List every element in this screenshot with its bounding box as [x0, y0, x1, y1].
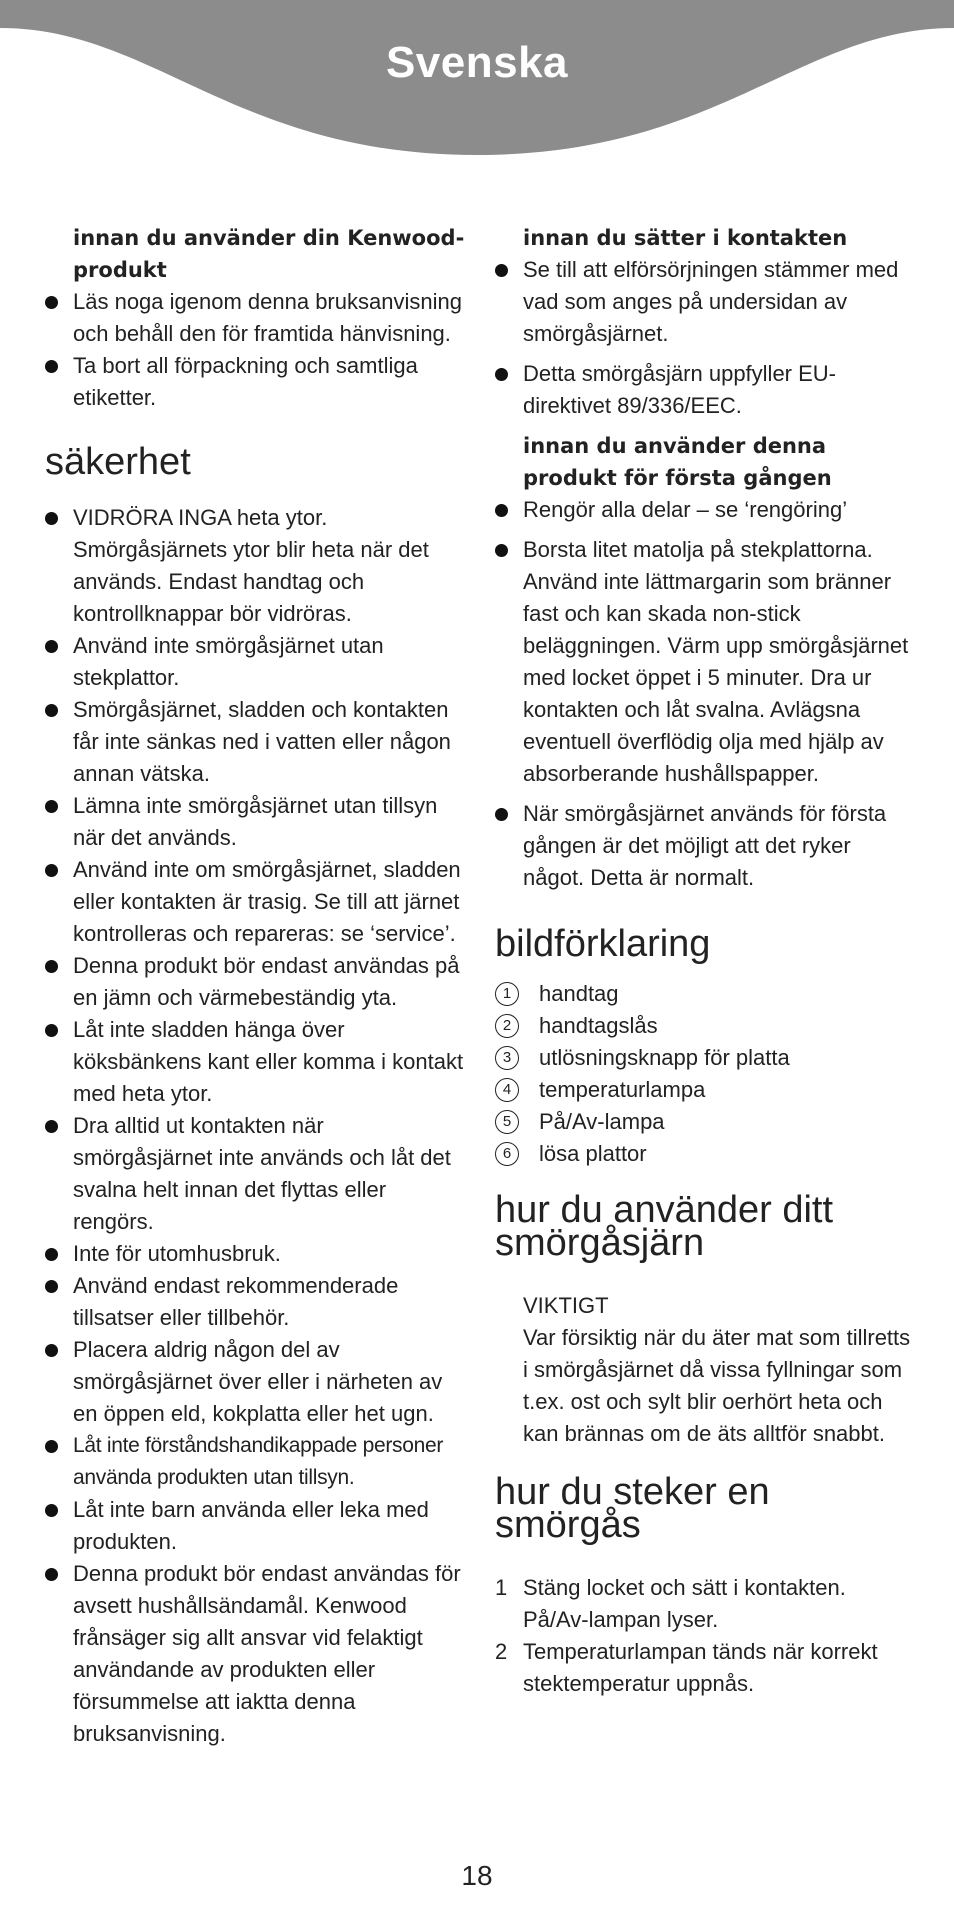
legend-item [495, 1074, 915, 1106]
fry-steps-list [495, 1572, 915, 1700]
list-item: Låt inte sladden hänga över köksbänkens kant eller komma i kontakt med heta ytor. [45, 1014, 465, 1110]
legend-label: utlösningsknapp för platta [539, 1045, 790, 1070]
legend-label: handtagslås [539, 1013, 658, 1038]
legend-number: 4 [495, 1078, 519, 1102]
important-text: Var försiktig när du äter mat som tillretts i smörgåsjärnet då vissa fyllningar som t.ex. ost och sylt blir oerhört heta och kan brännas om de äts alltför snabbt. [523, 1325, 911, 1446]
right-column [495, 222, 915, 1700]
before-use-heading: innan du använder din Kenwood-produkt [73, 226, 465, 282]
legend-item [495, 1138, 915, 1170]
list-item: Lämna inte smörgåsjärnet utan tillsyn när det används. [45, 790, 465, 854]
legend-item [495, 1106, 915, 1138]
legend-label: På/Av-lampa [539, 1109, 665, 1134]
list-item: Använd inte om smörgåsjärnet, sladden eller kontakten är trasig. Se till att järnet kontrolleras och repareras: se ‘service’. [45, 854, 465, 950]
safety-heading: säkerhet [45, 441, 191, 483]
legend-label: temperaturlampa [539, 1077, 706, 1102]
list-item: Ta bort all förpackning och samtliga etiketter. [45, 350, 465, 414]
legend-number: 2 [495, 1014, 519, 1038]
list-item: Denna produkt bör endast användas på en jämn och värmebeständig yta. [45, 950, 465, 1014]
step-number: 2 [495, 1639, 508, 1664]
page-number: 18 [461, 1860, 493, 1891]
legend-number: 6 [495, 1142, 519, 1166]
left-column [45, 222, 465, 1750]
list-item: Läs noga igenom denna bruksanvisning och behåll den för framtida hänvisning. [45, 286, 465, 350]
legend-item [495, 1010, 915, 1042]
list-item: VIDRÖRA INGA heta ytor. Smörgåsjärnets ytor blir heta när det används. Endast handtag och kontrollknappar bör vidröras. [45, 502, 465, 630]
before-use-list [45, 286, 465, 414]
list-item: Smörgåsjärnet, sladden och kontakten får inte sänkas ned i vatten eller någon annan vätska. [45, 694, 465, 790]
important-label: VIKTIGT [523, 1293, 609, 1318]
plug-list [495, 254, 915, 422]
list-item: Använd endast rekommenderade tillsatser eller tillbehör. [45, 1270, 465, 1334]
list-item: Använd inte smörgåsjärnet utan stekplattor. [45, 630, 465, 694]
how-to-use-heading: hur du använder ditt smörgåsjärn [495, 1189, 834, 1264]
list-item: Inte för utomhusbruk. [45, 1238, 465, 1270]
language-title: Svenska [385, 38, 569, 87]
list-item: När smörgåsjärnet används för första gången är det möjligt att det ryker något. Detta är normalt. [495, 798, 915, 894]
fry-heading: hur du steker en smörgås [495, 1471, 770, 1546]
list-item: Dra alltid ut kontakten när smörgåsjärnet inte används och låt det svalna helt innan det flyttas eller rengörs. [45, 1110, 465, 1238]
legend-number: 5 [495, 1110, 519, 1134]
legend-item [495, 1042, 915, 1074]
legend-heading: bildförklaring [495, 923, 711, 965]
first-use-heading: innan du använder denna produkt för första gången [523, 434, 832, 490]
plug-heading: innan du sätter i kontakten [523, 226, 848, 250]
list-item: Denna produkt bör endast användas för avsett hushållsändamål. Kenwood frånsäger sig allt ansvar vid felaktigt användande av produkten eller försummelse att iaktta denna bruksanvisning. [45, 1558, 465, 1750]
step-number: 1 [495, 1575, 508, 1600]
list-item: Låt inte förståndshandikappade personer använda produkten utan tillsyn. [45, 1430, 465, 1494]
list-item: Placera aldrig någon del av smörgåsjärnet över eller i närheten av en öppen eld, kokplatta eller het ugn. [45, 1334, 465, 1430]
legend-list [495, 978, 915, 1170]
step-item [495, 1636, 915, 1700]
legend-item [495, 978, 915, 1010]
legend-number: 1 [495, 982, 519, 1006]
list-item: Låt inte barn använda eller leka med produkten. [45, 1494, 465, 1558]
legend-label: lösa plattor [539, 1141, 647, 1166]
step-item [495, 1572, 915, 1636]
list-item: Se till att elförsörjningen stämmer med vad som anges på undersidan av smörgåsjärnet. [495, 254, 915, 350]
list-item: Detta smörgåsjärn uppfyller EU-direktivet 89/336/EEC. [495, 358, 915, 422]
step-text: Temperaturlampan tänds när korrekt stektemperatur uppnås. [523, 1639, 878, 1696]
legend-label: handtag [539, 981, 619, 1006]
safety-list [45, 502, 465, 1750]
first-use-list [495, 494, 915, 894]
step-text: Stäng locket och sätt i kontakten. På/Av-lampan lyser. [523, 1575, 846, 1632]
legend-number: 3 [495, 1046, 519, 1070]
list-item: Rengör alla delar – se ‘rengöring’ [495, 494, 915, 526]
list-item: Borsta litet matolja på stekplattorna. Använd inte lättmargarin som bränner fast och kan skada non-stick beläggningen. Värm upp smörgåsjärnet med locket öppet i 5 minuter. Dra ur kontakten och låt svalna. Avlägsna eventuell överflödig olja med hjälp av absorberande hushållspapper. [495, 534, 915, 790]
